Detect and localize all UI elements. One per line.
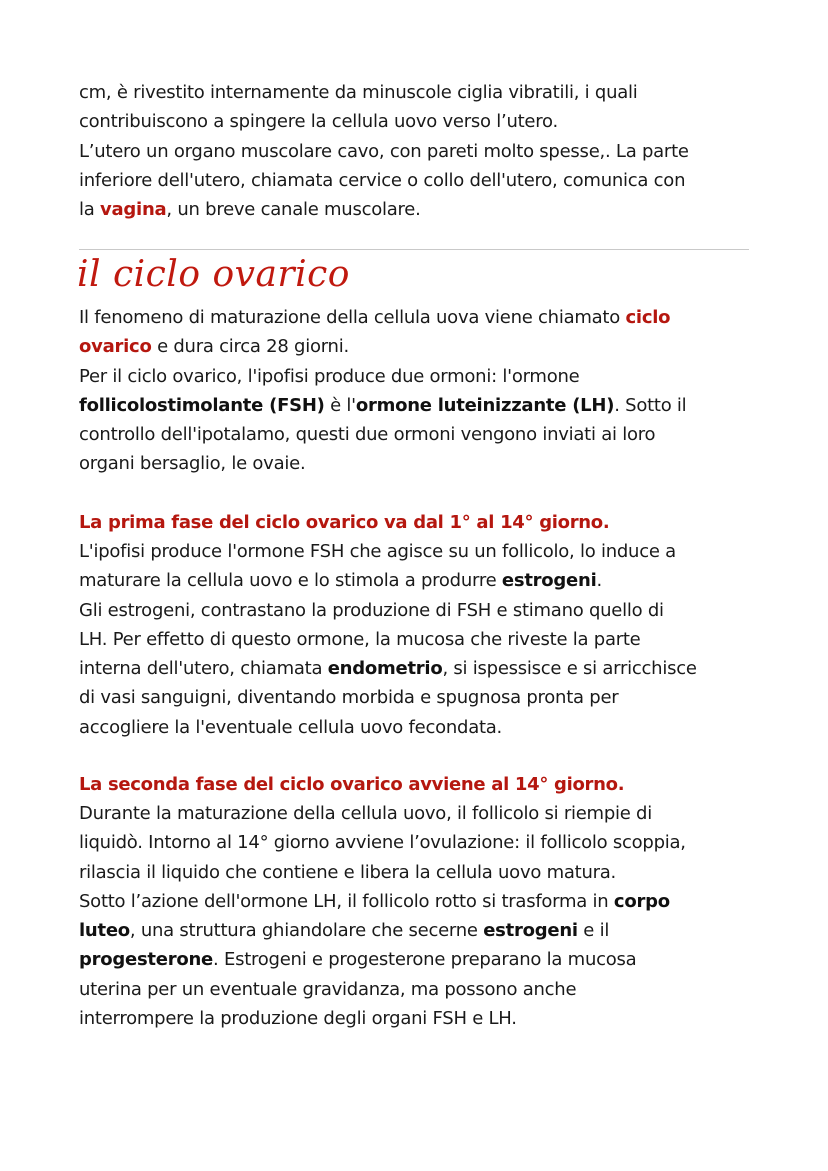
paragraph-line: di vasi sanguigni, diventando morbida e spugnosa pronta per bbox=[79, 687, 619, 709]
intro-line: L’utero un organo muscolare cavo, con pareti molto spesse,. La parte bbox=[79, 140, 689, 162]
paragraph-line: uterina per un eventuale gravidanza, ma possono anche bbox=[79, 978, 577, 1000]
paragraph-line bbox=[79, 945, 751, 974]
term-vagina: vagina bbox=[100, 199, 167, 221]
text-run: . Sotto il bbox=[614, 394, 687, 416]
text-run: e il bbox=[577, 920, 610, 942]
term-ciclo: ciclo bbox=[625, 307, 671, 328]
term-fsh: follicolostimolante (FSH) bbox=[79, 394, 325, 416]
paragraph-line: liquidò. Intorno al 14° giorno avviene l’ovulazione: il follicolo scoppia, bbox=[79, 832, 686, 854]
text-run: , una struttura ghiandolare che secerne bbox=[129, 920, 484, 942]
section-title: il ciclo ovarico bbox=[77, 254, 350, 295]
paragraph-line: Gli estrogeni, contrastano la produzione di FSH e stimano quello di bbox=[79, 599, 664, 621]
phase1-section bbox=[79, 508, 751, 742]
section-divider bbox=[79, 249, 749, 250]
paragraph-line bbox=[79, 654, 751, 683]
text-run: , un breve canale muscolare. bbox=[166, 199, 421, 221]
intro-line: contribuiscono a spingere la cellula uovo verso l’utero. bbox=[79, 111, 558, 133]
text-run: , si ispessisce e si arricchisce bbox=[442, 658, 697, 680]
text-run: maturare la cellula uovo e lo stimola a produrre bbox=[79, 570, 502, 592]
phase1-heading: La prima fase del ciclo ovarico va dal 1° al 14° giorno. bbox=[79, 512, 610, 533]
term-estrogeni: estrogeni bbox=[483, 920, 578, 942]
intro-line: inferiore dell'utero, chiamata cervice o collo dell'utero, comunica con bbox=[79, 169, 686, 191]
paragraph-line bbox=[79, 332, 751, 361]
text-run: Sotto l’azione dell'ormone LH, il follicolo rotto si trasforma in bbox=[79, 890, 614, 912]
paragraph-line: rilascia il liquido che contiene e libera la cellula uovo matura. bbox=[79, 861, 617, 883]
intro-line: cm, è rivestito internamente da minuscole ciglia vibratili, i quali bbox=[79, 82, 638, 103]
paragraph-line bbox=[79, 887, 751, 916]
phase2-section bbox=[79, 770, 751, 1033]
paragraph-line: accogliere la l'eventuale cellula uovo fecondata. bbox=[79, 716, 503, 738]
term-endometrio: endometrio bbox=[327, 658, 443, 680]
paragraph-line: interrompere la produzione degli organi FSH e LH. bbox=[79, 1008, 517, 1030]
term-lh: ormone luteinizzante (LH) bbox=[355, 394, 615, 416]
text-run: Il fenomeno di maturazione della cellula uova viene chiamato bbox=[79, 307, 626, 328]
paragraph-line: controllo dell'ipotalamo, questi due ormoni vengono inviati ai loro bbox=[79, 424, 656, 446]
paragraph-line bbox=[79, 916, 751, 945]
phase2-heading: La seconda fase del ciclo ovarico avviene al 14° giorno. bbox=[79, 774, 625, 795]
text-run: è l' bbox=[324, 394, 356, 416]
text-run: e dura circa 28 giorni. bbox=[151, 336, 349, 358]
intro-line bbox=[79, 195, 751, 224]
term-corpo: corpo bbox=[613, 890, 670, 912]
term-ovarico: ovarico bbox=[79, 336, 152, 358]
paragraph-line: Durante la maturazione della cellula uovo, il follicolo si riempie di bbox=[79, 803, 652, 824]
paragraph-line bbox=[79, 566, 751, 595]
intro-paragraph bbox=[79, 78, 751, 224]
paragraph-line bbox=[79, 391, 751, 420]
paragraph-line bbox=[79, 303, 751, 332]
text-run: . Estrogeni e progesterone preparano la mucosa bbox=[213, 949, 637, 971]
term-luteo: luteo bbox=[79, 920, 130, 942]
text-run: la bbox=[79, 199, 101, 221]
text-run: . bbox=[596, 570, 602, 592]
paragraph-line: organi bersaglio, le ovaie. bbox=[79, 453, 306, 475]
paragraph-line: Per il ciclo ovarico, l'ipofisi produce due ormoni: l'ormone bbox=[79, 365, 580, 387]
term-progesterone: progesterone bbox=[79, 949, 214, 971]
paragraph-line: LH. Per effetto di questo ormone, la mucosa che riveste la parte bbox=[79, 628, 641, 650]
intro-cycle-paragraph bbox=[79, 303, 751, 479]
text-run: interna dell'utero, chiamata bbox=[79, 658, 328, 680]
term-estrogeni: estrogeni bbox=[501, 570, 597, 592]
paragraph-line: L'ipofisi produce l'ormone FSH che agisce su un follicolo, lo induce a bbox=[79, 541, 676, 562]
